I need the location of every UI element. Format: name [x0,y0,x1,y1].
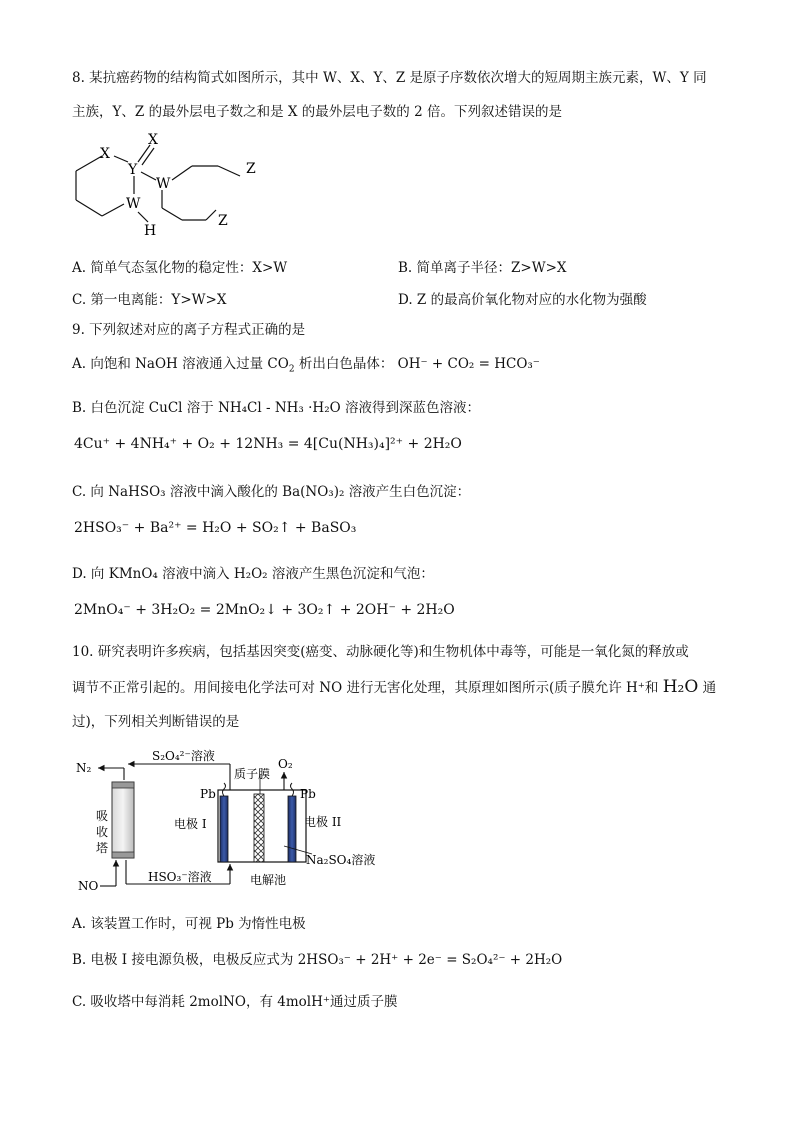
q8-option-a: A. 简单气态氢化物的稳定性：X>W [72,260,288,276]
label-electrode-2: 电极 II [304,815,342,829]
q10-line2-text: 调节不正常引起的。用间接电化学法可对 NO 进行无害化处理，其原理如图所示(质子膜允许 H⁺和 [72,680,659,696]
q9-option-d [72,562,434,582]
q9-c-reagent: Ba(NO₃)₂ [282,484,345,500]
q9-b-reagent: NH₄Cl - NH₃ ·H₂O [218,400,341,416]
q9-b-text: B. 白色沉淀 CuCl 溶于 [72,400,214,416]
struct-atom-z-upper: Z [246,161,256,177]
q9-c-text2: 溶液产生白色沉淀： [348,484,471,500]
q10-option-c: C. 吸收塔中每消耗 2molNO，有 4molH⁺通过质子膜 [72,994,398,1010]
q9-d-text: D. 向 [72,566,105,582]
q9-d-reagent1: KMnO₄ [108,566,158,582]
struct-atom-x-double: X [148,132,158,148]
q9-stem: 9. 下列叙述对应的离子方程式正确的是 [72,322,306,338]
q9-a-equation: OH⁻ + CO₂ = HCO₃⁻ [397,356,540,372]
label-proton-membrane: 质子膜 [234,767,271,781]
q9-c-text: C. 向 NaHSO₃ 溶液中滴入酸化的 [72,484,278,500]
q10-line2-tail: 通 [702,680,717,696]
label-tower-1: 吸 [96,809,109,823]
q8-option-d: D. Z 的最高价氧化物对应的水化物为强酸 [398,292,647,308]
q9-d-text2: 溶液中滴入 [162,566,230,582]
q9-a-text: A. 向饱和 NaOH 溶液通入过量 [72,356,264,372]
label-hso3-solution: HSO₃⁻溶液 [148,870,212,884]
label-tower-3: 塔 [96,841,109,855]
absorption-tower-shape [112,782,134,858]
label-n2: N₂ [76,761,92,775]
q9-option-b [72,396,480,416]
label-pb-right: Pb [300,787,316,801]
electrode-1-shape [220,796,228,862]
struct-atom-w-chain: W [156,176,171,192]
q9-option-a [72,352,540,375]
label-o2: O₂ [278,757,293,771]
q8-stem-line1: 8. 某抗癌药物的结构简式如图所示，其中 W、X、Y、Z 是原子序数依次增大的短周期主族元素，W、Y 同 [72,70,707,86]
q10-option-b: B. 电极 I 接电源负极，电极反应式为 2HSO₃⁻ + 2H⁺ + 2e⁻ = S₂O₄²⁻ + 2H₂O [72,952,563,968]
q9-option-c [72,480,470,500]
q10-stem-line2 [72,676,716,697]
q9-a-co2: $CO_2$ [267,356,295,375]
q9-d-equation: 2MnO₄⁻ + 3H₂O₂ = 2MnO₂↓ + 3O₂↑ + 2OH⁻ + 2H₂O [74,602,455,618]
q9-c-equation: 2HSO₃⁻ + Ba²⁺ = H₂O + SO₂↑ + BaSO₃ [74,520,357,536]
label-s2o4-solution: S₂O₄²⁻溶液 [152,749,215,763]
q10-stem-line3: 过)，下列相关判断错误的是 [72,714,240,730]
q8-stem-line2: 主族，Y、Z 的最外层电子数之和是 X 的最外层电子数的 2 倍。下列叙述错误的是 [72,104,562,120]
q10-stem-line1: 10. 研究表明许多疾病，包括基因突变(癌变、动脉硬化等)和生物机体中毒等，可能是一氧化氮的释放或 [72,644,689,660]
label-tower-2: 收 [96,825,109,839]
label-electrode-1: 电极 I [174,817,207,831]
q9-b-text2: 溶液得到深蓝色溶液： [344,400,480,416]
q9-b-equation: 4Cu⁺ + 4NH₄⁺ + O₂ + 12NH₃ = 4[Cu(NH₃)₄]²⁺ + 2H₂O [74,436,462,452]
q8-structure-diagram [68,128,288,240]
q8-option-c: C. 第一电离能：Y>W>X [72,292,227,308]
q10-option-a: A. 该装置工作时，可视 Pb 为惰性电极 [72,916,306,932]
label-no: NO [78,879,99,893]
label-pb-left: Pb [200,787,216,801]
struct-atom-w-ring: W [126,196,141,212]
struct-atom-h: H [144,223,157,239]
struct-atom-z-lower: Z [218,213,228,229]
proton-membrane-shape [254,794,264,862]
q9-d-text3: 溶液产生黑色沉淀和气泡： [271,566,434,582]
electrode-2-shape [288,796,296,862]
electrolysis-diagram [72,740,392,896]
q10-line2-h2o: H₂O [662,677,699,697]
struct-atom-y: Y [128,162,138,178]
q8-option-b: B. 简单离子半径：Z>W>X [398,260,567,276]
struct-atom-x: X [100,146,110,162]
q9-a-text2: 析出白色晶体： [298,356,394,372]
label-na2so4-solution: Na₂SO₄溶液 [306,853,376,867]
q9-d-reagent2: H₂O₂ [233,566,268,582]
label-electrolytic-cell: 电解池 [250,873,287,887]
